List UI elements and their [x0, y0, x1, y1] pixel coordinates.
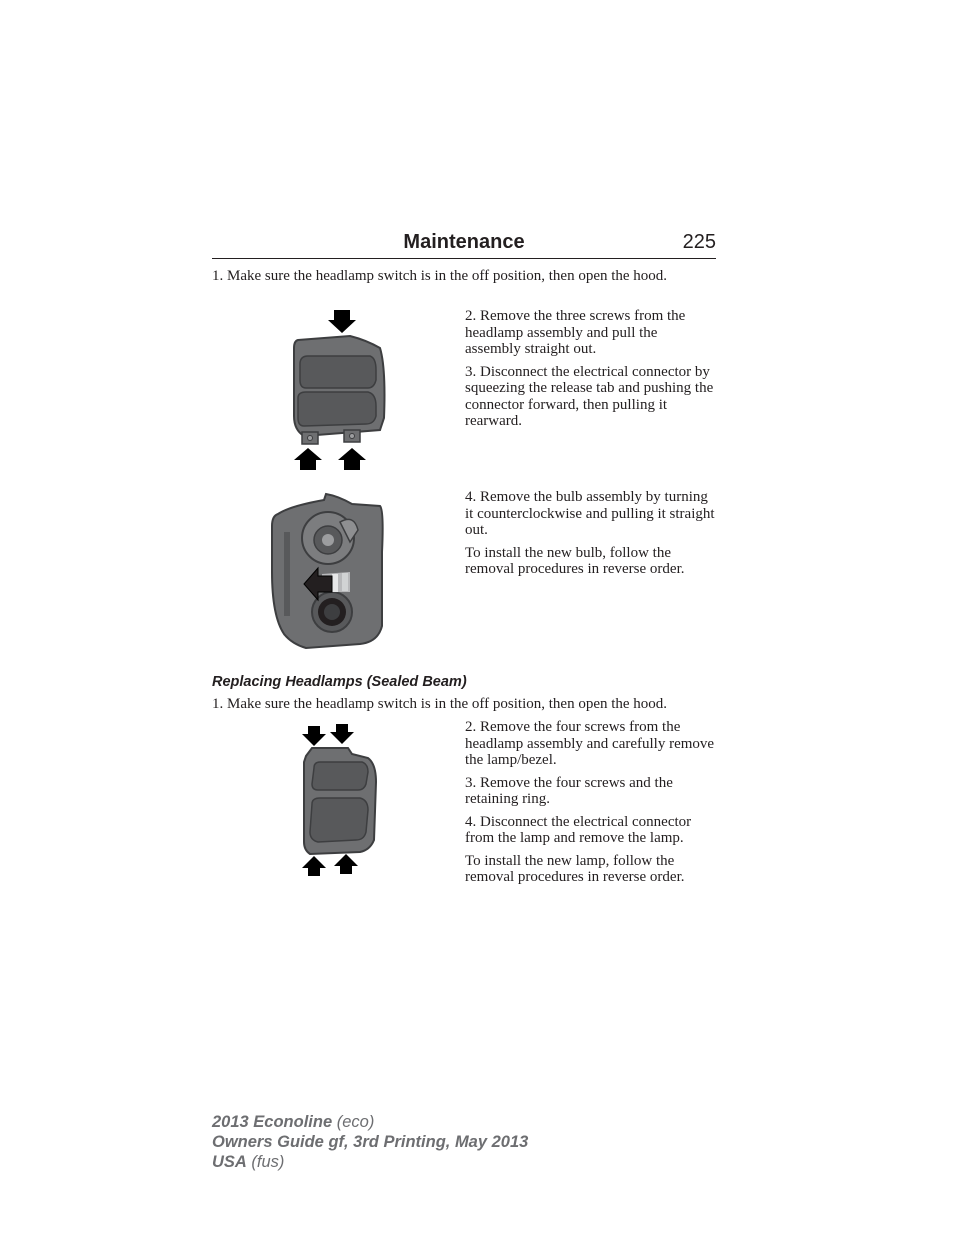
sealed-beam-headlamp-figure — [300, 722, 380, 878]
header-rule — [212, 258, 716, 259]
block1-text — [465, 308, 717, 436]
bulb-assembly-figure — [270, 492, 386, 654]
install-note-bulb: To install the new bulb, follow the removal procedures in reverse order. — [465, 544, 685, 577]
section2-text — [465, 719, 717, 892]
step-2: 2. Remove the three screws from the headlamp assembly and pull the assembly straight out. — [465, 308, 686, 357]
headlamp-assembly-figure — [290, 308, 390, 473]
subsection-heading: Replacing Headlamps (Sealed Beam) — [212, 674, 467, 690]
step-4: 4. Remove the bulb assembly by turning it counterclockwise and pulling it straight out. — [465, 489, 715, 538]
page-number: 225 — [682, 231, 716, 253]
intro-step: 1. Make sure the headlamp switch is in the off position, then open the hood. — [212, 268, 668, 284]
section-title: Maintenance — [403, 231, 525, 253]
footer-model-code: (eco) — [332, 1113, 375, 1131]
step-3: 3. Disconnect the electrical connector by squeezing the release tab and pushing the connector forward, then pulling it rearward. — [465, 363, 714, 429]
document-footer — [212, 1112, 528, 1172]
sealed-step-2: 2. Remove the four screws from the headlamp assembly and carefully remove the lamp/bezel. — [465, 719, 715, 768]
sealed-step-3: 3. Remove the four screws and the retaining ring. — [465, 774, 673, 807]
footer-printing: Owners Guide gf, 3rd Printing, May 2013 — [212, 1133, 529, 1151]
footer-model: 2013 Econoline — [212, 1113, 333, 1131]
sealed-step-4: 4. Disconnect the electrical connector from the lamp and remove the lamp. — [465, 813, 692, 846]
section2-intro-step: 1. Make sure the headlamp switch is in the off position, then open the hood. — [212, 696, 668, 712]
footer-market: USA — [212, 1153, 247, 1171]
block2-text — [465, 489, 717, 584]
footer-market-code: (fus) — [246, 1153, 285, 1171]
install-note-lamp: To install the new lamp, follow the removal procedures in reverse order. — [465, 852, 685, 885]
